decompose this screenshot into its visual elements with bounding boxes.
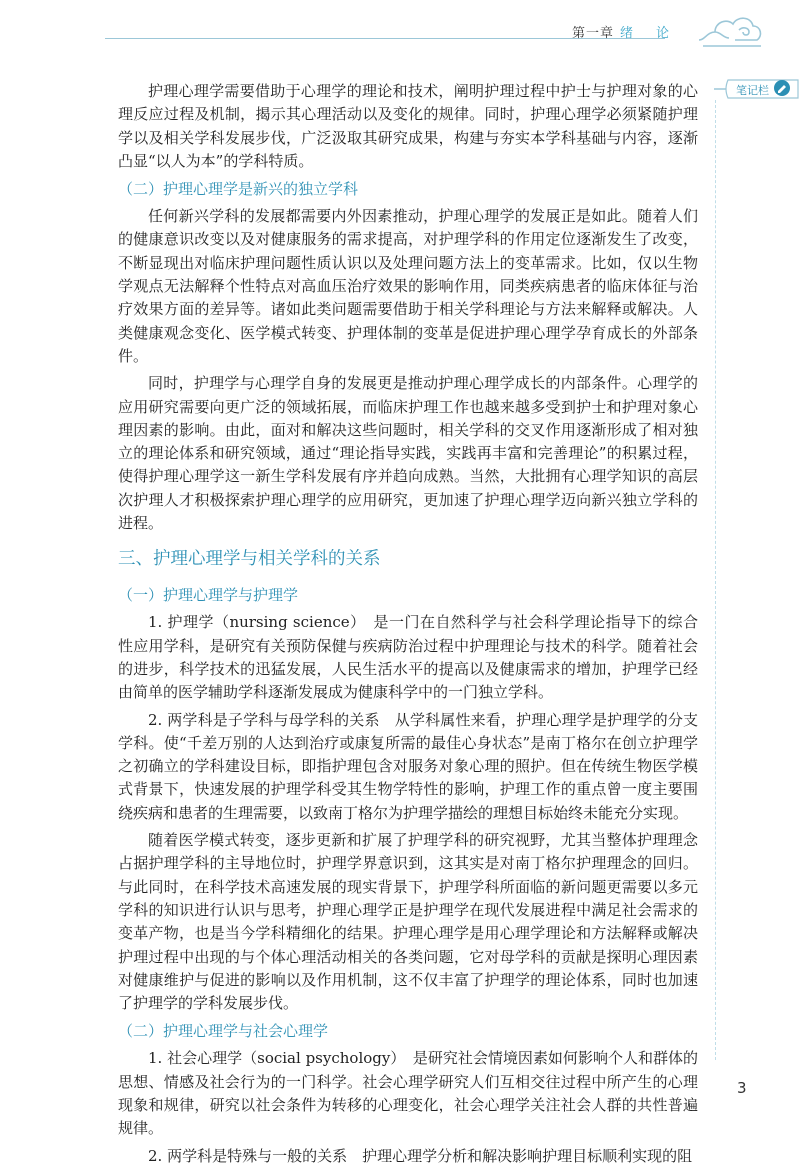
paragraph: 护理心理学需要借助于心理学的理论和技术，阐明护理过程中护士与护理对象的心理反应过程及机制，揭示其心理活动以及变化的规律。同时，护理心理学必须紧随护理学以及相关学科发展步伐，广泛汲取其研究成果，构建与夯实本学科基础与内容，逐渐凸显“以人为本”的学科特质。 (118, 82, 698, 170)
subsection-heading: （二）护理心理学是新兴的独立学科 (118, 180, 359, 199)
paragraph: 1. 护理学（nursing science） 是一门在自然科学与社会科学理论指导下的综合性应用学科，是研究有关预防保健与疾病防治过程中护理理论与技术的科学。随着社会的进步，科学技术的迅猛发展，人民生活水平的提高以及健康需求的增加，护理学已经由简单的医学辅助学科逐渐发展成为健康科学中的一门独立学科。 (118, 613, 698, 702)
paragraph: 同时，护理学与心理学自身的发展更是推动护理心理学成长的内部条件。心理学的应用研究需要向更广泛的领域拓展，而临床护理工作也越来越多受到护士和护理对象心理因素的影响。由此，面对和解决这些问题时，相关学科的交叉作用逐渐形成了相对独立的理论体系和研究领域，通过“理论指导实践，实践再丰富和完善理论”的积累过程，使得护理心理学这一新生学科发展有序并趋向成熟。当然，大批拥有心理学知识的高层次护理人才积极探索护理心理学的应用研究，更加速了护理心理学迈向新兴独立学科的进程。 (118, 374, 698, 533)
paragraph: 2. 两学科是特殊与一般的关系 护理心理学分析和解决影响护理目标顺利实现的阻 (148, 1146, 693, 1165)
notes-column-label: 笔记栏 (736, 84, 769, 97)
page-number: 3 (737, 1079, 747, 1097)
subsection-heading: （二）护理心理学与社会心理学 (118, 1022, 329, 1041)
notes-column-rule (715, 100, 716, 1060)
subsection-heading: （一）护理心理学与护理学 (118, 586, 299, 605)
chapter-name-part-1: 绪 (620, 26, 635, 41)
paragraph: 2. 两学科是子学科与母学科的关系 从学科属性来看，护理心理学是护理学的分支学科。使“千差万别的人达到治疗或康复所需的最佳心身状态”是南丁格尔在创立护理学之初确立的学科建设目标，即指护理包含对服务对象心理的照护。但在传统生物医学模式背景下，快速发展的护理学科受其生物学特性的影响，护理工作的重点曾一度主要围绕疾病和患者的生理需要，以致南丁格尔为护理学描绘的理想目标始终未能充分实现。 (118, 710, 698, 822)
paragraph: 1. 社会心理学（social psychology） 是研究社会情境因素如何影响个人和群体的思想、情感及社会行为的一门科学。社会心理学研究人们互相交往过程中所产生的心理现象和规律，研究以社会条件为转移的心理变化，社会心理学关注社会人群的共性普遍规律。 (118, 1049, 698, 1138)
running-header (572, 22, 670, 41)
section-heading: 三、护理心理学与相关学科的关系 (118, 549, 381, 570)
cloud-ornament-icon (695, 10, 767, 50)
paragraph: 随着医学模式转变，逐步更新和扩展了护理学科的研究视野，尤其当整体护理理念占据护理学科的主导地位时，护理学界意识到，这其实是对南丁格尔护理理念的回归。与此同时，在科学技术高速发展的现实背景下，护理学科所面临的新问题更需要以多元学科的知识进行认识与思考，护理心理学正是护理学在现代发展进程中满足社会需求的变革产物，也是当今学科精细化的结果。护理心理学是用心理学理论和方法解释或解决护理过程中出现的与个体心理活动相关的各类问题，它对母学科的贡献是探明心理因素对健康维护与促进的影响以及作用机制，这不仅丰富了护理学的理论体系，同时也加速了护理学的学科发展步伐。 (118, 831, 698, 1013)
paragraph: 任何新兴学科的发展都需要内外因素推动，护理心理学的发展正是如此。随着人们的健康意识改变以及对健康服务的需求提高，对护理学科的作用定位逐渐发生了改变，不断显现出对临床护理问题性质认识以及处理问题方法上的变革需求。比如，仅以生物学观点无法解释个性特点对高血压治疗效果的影响作用，同类疾病患者的临床体征与治疗效果方面的差异等。诸如此类问题需要借助于相关学科理论与方法来解释或解决。人类健康观念变化、医学模式转变、护理体制的变革是促进护理心理学孕育成长的外部条件。 (118, 207, 698, 365)
pencil-note-icon (773, 79, 791, 97)
body-text (118, 80, 698, 1172)
chapter-label: 第一章 (572, 26, 615, 41)
chapter-name-part-2: 论 (656, 26, 671, 41)
